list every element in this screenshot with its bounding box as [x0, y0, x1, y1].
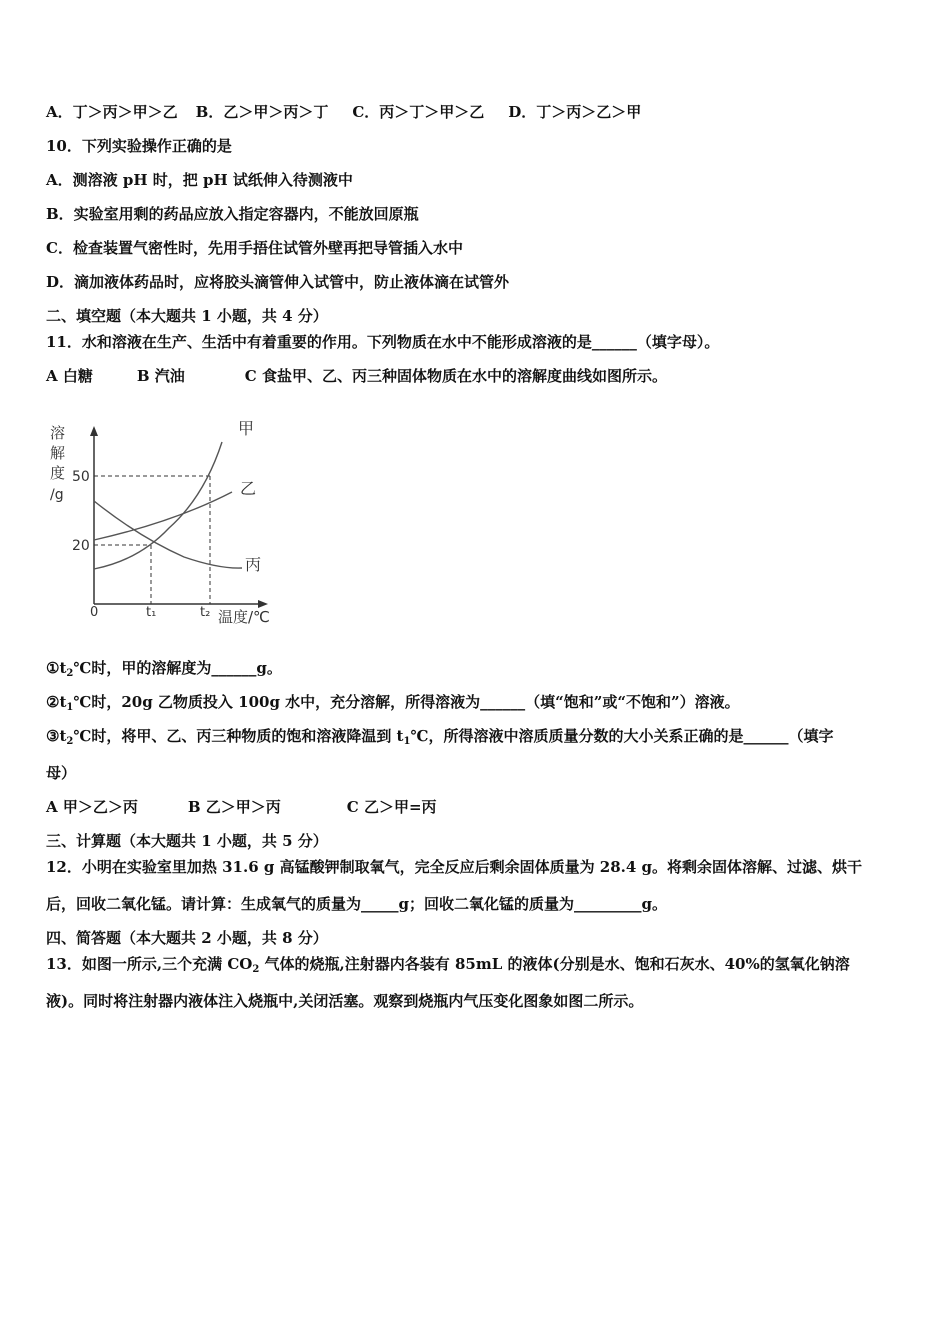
- q9-option-a: A．丁＞丙＞甲＞乙: [46, 103, 178, 121]
- section-short-answer-heading: 四、简答题（本大题共 2 小题，共 8 分）: [46, 929, 328, 947]
- q11-option-c: C 食盐甲、乙、丙三种固体物质在水中的溶解度曲线如图所示。: [244, 367, 667, 385]
- q9-option-d: D．丁＞丙＞乙＞甲: [508, 103, 642, 121]
- q11-sub3: [46, 726, 833, 746]
- q10-option-b: B．实验室用剩的药品应放入指定容器内，不能放回原瓶: [46, 205, 419, 223]
- q11-sub3-option-b: B 乙＞甲＞丙: [187, 798, 281, 816]
- x-axis-label: 温度/℃: [218, 608, 270, 626]
- q13-line-1: [46, 954, 850, 974]
- y-tick-50: 50: [72, 469, 90, 485]
- y-label-char-3: 度: [50, 464, 66, 482]
- section-calc-heading: 三、计算题（本大题共 1 小题，共 5 分）: [46, 832, 328, 850]
- q12-line-2: 后，回收二氧化锰。请计算：生成氧气的质量为_____g；回收二氧化锰的质量为_________g。: [46, 895, 667, 913]
- q10-option-c: C．检查装置气密性时，先用手捂住试管外壁再把导管插入水中: [46, 239, 463, 257]
- q11-sub3-text: ③t: [46, 727, 67, 745]
- q12-line-1: 12．小明在实验室里加热 31.6 g 高锰酸钾制取氧气，完全反应后剩余固体质量为 28.4 g。将剩余固体溶解、过滤、烘干: [46, 858, 863, 876]
- q11-sub1-text: ①t: [46, 659, 67, 677]
- q13-line-2: 液)。同时将注射器内液体注入烧瓶中,关闭活塞。观察到烧瓶内气压变化图象如图二所示。: [46, 992, 644, 1010]
- q9-option-b: B．乙＞甲＞丙＞丁: [195, 103, 329, 121]
- q11-sub1: [46, 658, 282, 678]
- q11-sub3-rest: ℃，所得溶液中溶质质量分数的大小关系正确的是______（填字: [410, 727, 834, 745]
- y-tick-20: 20: [72, 538, 90, 554]
- x-tick-t2: t₂: [200, 605, 211, 620]
- q11-options: [46, 366, 667, 386]
- curve-label-yi: 乙: [240, 479, 257, 498]
- q11-sub2: [46, 692, 740, 712]
- q11-sub3-option-c: C 乙＞甲=丙: [346, 798, 437, 816]
- q11-sub2-rest: ℃时，20g 乙物质投入 100g 水中，充分溶解，所得溶液为______（填“饱和”或“不饱和”）溶液。: [73, 693, 740, 711]
- q10-stem: 10．下列实验操作正确的是: [46, 137, 232, 155]
- y-label-char-2: 解: [50, 444, 66, 462]
- q11-sub2-subscript: 1: [66, 702, 74, 713]
- q9-option-c: C．丙＞丁＞甲＞乙: [352, 103, 485, 121]
- origin-label: 0: [90, 605, 99, 620]
- q11-sub3-option-a: A 甲＞乙＞丙: [46, 798, 138, 816]
- x-tick-t1: t₁: [146, 605, 157, 620]
- q11-sub3-options: [46, 797, 437, 817]
- q13-subscript: 2: [252, 964, 260, 975]
- q11-option-b: B 汽油: [136, 367, 185, 385]
- q11-sub3-continuation: 母）: [46, 764, 77, 782]
- y-label-unit: /g: [50, 487, 64, 503]
- q11-sub3-middle: ℃时，将甲、乙、丙三种物质的饱和溶液降温到 t: [73, 727, 404, 745]
- q11-sub1-rest: ℃时，甲的溶解度为______g。: [73, 659, 282, 677]
- q13-line-1-rest: 气体的烧瓶,注射器内各装有 85mL 的液体(分别是水、饱和石灰水、40%的氢氧化钠溶: [259, 955, 850, 973]
- curve-label-jia: 甲: [238, 419, 255, 438]
- y-label-char-1: 溶: [50, 424, 66, 442]
- q10-option-a: A．测溶液 pH 时，把 pH 试纸伸入待测液中: [46, 171, 353, 189]
- y-axis-arrow: [90, 426, 98, 436]
- solubility-curve-graph: [44, 412, 284, 630]
- q11-option-a: A 白糖: [46, 367, 93, 385]
- q11-sub3-subscript: 2: [66, 736, 74, 747]
- q11-sub3-subscript-2: 1: [403, 736, 411, 747]
- q11-sub1-subscript: 2: [66, 668, 74, 679]
- section-fill-in-heading: 二、填空题（本大题共 1 小题，共 4 分）: [46, 307, 328, 325]
- q11-sub2-text: ②t: [46, 693, 67, 711]
- q11-stem: 11．水和溶液在生产、生活中有着重要的作用。下列物质在水中不能形成溶液的是______（填字母）。: [46, 333, 720, 351]
- curve-label-bing: 丙: [245, 555, 262, 574]
- q9-options: [46, 102, 641, 122]
- q10-option-d: D．滴加液体药品时，应将胶头滴管伸入试管中，防止液体滴在试管外: [46, 273, 510, 291]
- q13-line-1-text: 13．如图一所示,三个充满 CO: [46, 955, 253, 973]
- x-axis-arrow: [258, 600, 268, 608]
